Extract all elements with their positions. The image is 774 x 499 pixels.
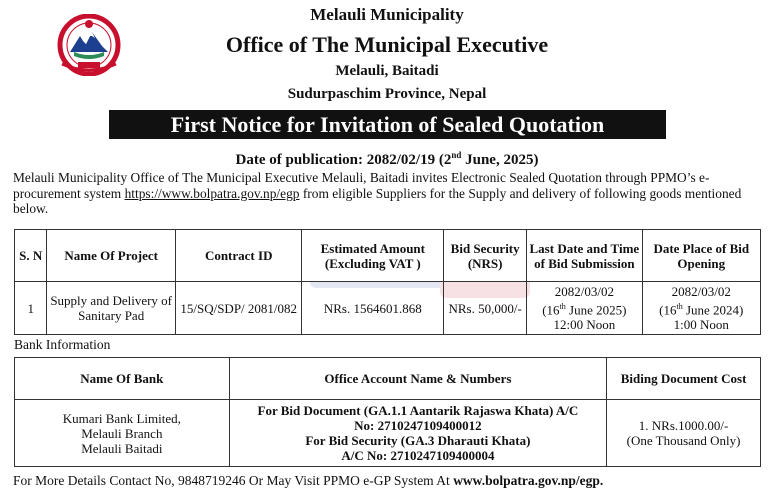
cell-account: For Bid Document (GA.1.1 Aantarik Rajaswa Khata) A/C No: 2710247109400012 For Bid Security (GA.3 Dharauti Khata) A/C No: 2710247109400004 [229,400,606,467]
bid-table-header-row [15,230,761,282]
egp-link[interactable]: https://www.bolpatra.gov.np/egp [124,185,300,201]
header-opening: Date Place of Bid Opening [642,230,760,282]
cell-security: NRs. 50,000/- [444,282,527,335]
bank-table [14,357,761,467]
header-account: Office Account Name & Numbers [229,358,606,400]
header-contract: Contract ID [175,230,302,282]
bank-table-header-row [15,358,761,400]
bid-table [14,229,761,335]
header-last-date: Last Date and Time of Bid Submission [527,230,642,282]
header-project: Name Of Project [47,230,176,282]
cell-sn: 1 [15,282,47,335]
bank-info-label: Bank Information [14,337,111,352]
cell-amount: NRs. 1564601.868 [302,282,444,335]
cell-cost: 1. NRs.1000.00/- (One Thousand Only) [607,400,761,467]
footer-contact: For More Details Contact No, 9848719246 Or May Visit PPMO e-GP System At www.bolpatra.gov.np/egp. [13,473,604,488]
header-cost: Biding Document Cost [607,358,761,400]
intro-paragraph: Melauli Municipality Office of The Municipal Executive Melauli, Baitadi invites Electronic Sealed Quotation through PPMO’s e-procurement system https://www.bolpatra.gov.np/egp from eligible Suppliers for the Supply and delivery of following goods mentioned below. [13,170,742,216]
publication-date: Date of publication: 2082/02/19 (2nd June, 2025) [235,150,539,168]
cell-contract: 15/SQ/SDP/ 2081/082 [175,282,302,335]
header-security: Bid Security (NRS) [444,230,527,282]
table-row [15,282,761,335]
office-province: Sudurpaschim Province, Nepal [287,86,487,102]
office-location: Melauli, Baitadi [335,63,439,79]
cell-opening: 2082/03/02 (16th June 2024) 1:00 Noon [642,282,760,335]
notice-title-banner: First Notice for Invitation of Sealed Quotation [109,110,666,139]
cell-last-date: 2082/03/02 (16th June 2025) 12:00 Noon [527,282,642,335]
header-bank: Name Of Bank [15,358,230,400]
header-amount: Estimated Amount (Excluding VAT ) [302,230,444,282]
cell-project: Supply and Delivery of Sanitary Pad [47,282,176,335]
office-name: Office of The Municipal Executive [225,32,549,57]
municipality-name: Melauli Municipality [310,5,464,24]
table-row [15,400,761,467]
cell-bank: Kumari Bank Limited, Melauli Branch Melauli Baitadi [15,400,230,467]
header-sn: S. N [15,230,47,282]
footer-egp-link[interactable]: www.bolpatra.gov.np/egp. [453,473,604,488]
